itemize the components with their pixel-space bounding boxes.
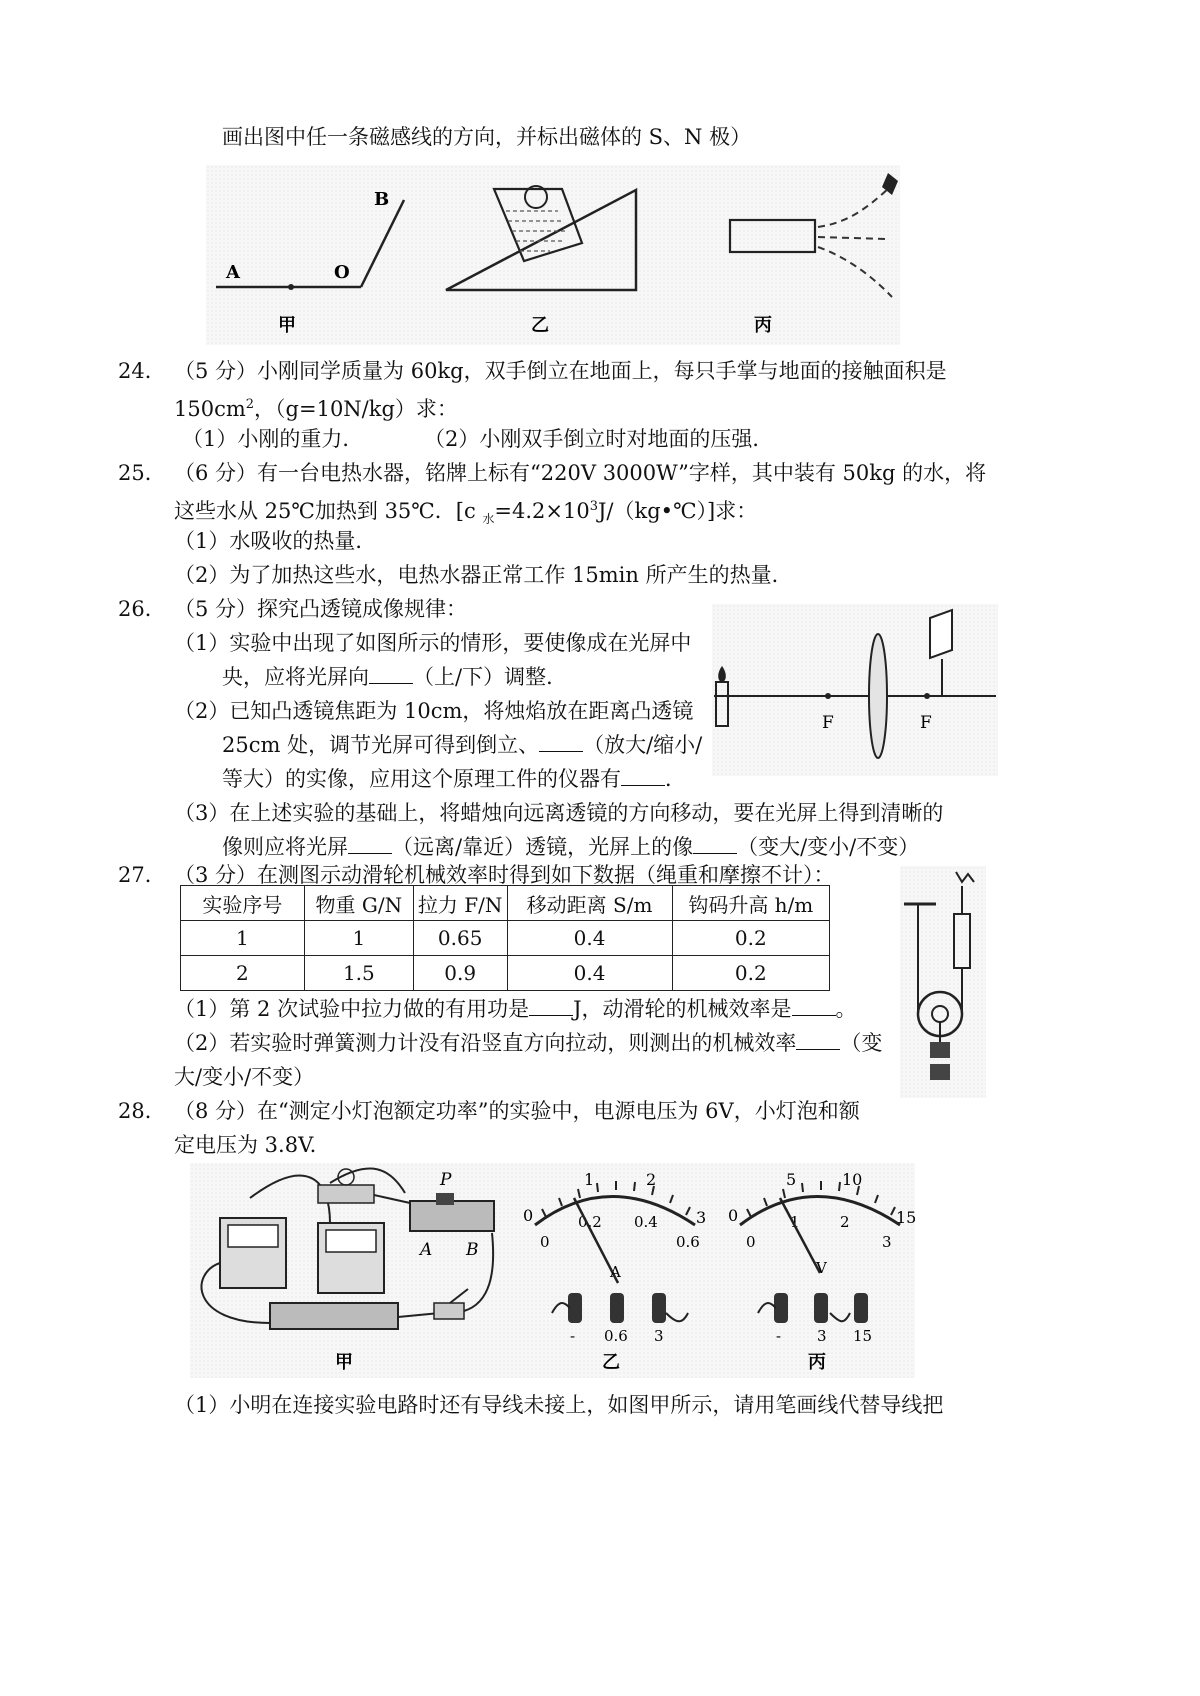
caption-yi: 乙 — [602, 1352, 620, 1373]
voltmeter-top-tick: 15 — [896, 1208, 915, 1227]
label-a: A — [226, 262, 240, 283]
table-cell: 0.4 — [507, 921, 672, 956]
table-row — [181, 956, 830, 991]
q24-sub1: （1）小刚的重力． — [182, 427, 364, 451]
q25-line1: （6 分）有一台电热水器，铭牌上标有“220V 3000W”字样，其中装有 50kg 的水，将 — [174, 461, 987, 485]
q27-number: 27． — [118, 863, 166, 887]
ammeter-top-tick: 3 — [696, 1208, 707, 1227]
answer-blank[interactable] — [539, 733, 583, 752]
voltmeter-bottom-tick: 3 — [882, 1233, 892, 1251]
terminal-icon — [814, 1293, 828, 1323]
figure-jia-rays — [216, 189, 404, 336]
q25-sub2: （2）为了加热这些水，电热水器正常工作 15min 所产生的热量． — [174, 563, 793, 587]
spring-scale — [954, 914, 970, 968]
focus-label-left: F — [822, 713, 834, 733]
label-b: B — [374, 189, 390, 210]
q26-p2b: 25cm 处，调节光屏可得到倒立、 （放大/缩小/ — [222, 733, 703, 757]
q26-p3a: （3）在上述实验的基础上，将蜡烛向远离透镜的方向移动，要在光屏上得到清晰的 — [174, 801, 944, 825]
terminal-icon — [774, 1293, 788, 1323]
data-table — [180, 885, 830, 991]
pulley-figure-svg — [900, 866, 986, 1098]
circuit-jia — [202, 1169, 494, 1373]
q27-title: （3 分）在测图示动滑轮机械效率时得到如下数据（绳重和摩擦不计）： — [174, 863, 835, 887]
answer-blank[interactable] — [369, 665, 413, 684]
weight-block — [930, 1042, 950, 1058]
ammeter-top-tick: 1 — [584, 1170, 595, 1189]
voltmeter-bottom-tick: 2 — [840, 1213, 850, 1231]
label-o: O — [334, 262, 350, 283]
lens-figure-svg — [712, 604, 998, 776]
caption-yi: 乙 — [531, 315, 549, 336]
table-header: 钩码升高 h/m — [672, 886, 829, 921]
answer-blank[interactable] — [693, 835, 737, 854]
rheostat-label-a: A — [420, 1240, 433, 1260]
table-header-row — [181, 886, 830, 921]
ammeter-bottom-tick: 0.2 — [578, 1213, 602, 1231]
answer-blank[interactable] — [348, 835, 392, 854]
pulley-figure — [900, 866, 986, 1098]
figure-1-svg — [206, 165, 900, 345]
ammeter-terminal-label: 3 — [654, 1327, 664, 1345]
rheostat-icon — [410, 1201, 494, 1231]
circuit-figure-svg — [190, 1163, 915, 1378]
weight-block — [930, 1064, 950, 1080]
q28-sub1: （1）小明在连接实验电路时还有导线未接上，如图甲所示，请用笔画线代替导线把 — [174, 1393, 944, 1417]
table-cell: 1.5 — [304, 956, 413, 991]
q26-number: 26． — [118, 597, 166, 621]
q28-number: 28． — [118, 1099, 166, 1123]
figure-yi-incline — [446, 186, 636, 336]
terminal-icon — [652, 1293, 666, 1323]
table-cell: 0.2 — [672, 956, 829, 991]
q25-line2: 这些水从 25℃加热到 35℃．[c $_水=4.2\times 10^3J/(kg•℃)$]求： — [174, 499, 758, 527]
table-cell: 0.2 — [672, 921, 829, 956]
q28-line1: （8 分）在“测定小灯泡额定功率”的实验中，电源电压为 6V，小灯泡和额 — [174, 1099, 860, 1123]
figure-bing-magnet — [730, 173, 898, 336]
ammeter-bottom-tick: 0 — [540, 1233, 550, 1251]
q26-p1b: 央，应将光屏向 （上/下）调整． — [222, 665, 568, 689]
q24-line1: （5 分）小刚同学质量为 60kg，双手倒立在地面上，每只手掌与地面的接触面积是 — [174, 359, 947, 383]
answer-blank[interactable] — [621, 767, 665, 786]
q26-p1a: （1）实验中出现了如图所示的情形，要使像成在光屏中 — [174, 631, 692, 655]
table-header: 拉力 F/N — [413, 886, 507, 921]
q26-p2d: 等大）的实像，应用这个原理工件的仪器有 ． — [222, 767, 686, 791]
table-header: 物重 G/N — [304, 886, 413, 921]
answer-blank[interactable] — [792, 997, 836, 1016]
ammeter-unit: A — [610, 1263, 621, 1281]
table-header: 实验序号 — [181, 886, 305, 921]
light-screen — [930, 610, 952, 658]
q27-p2: （2）若实验时弹簧测力计没有沿竖直方向拉动，则测出的机械效率 （变 — [174, 1031, 883, 1055]
intro-line: 画出图中任一条磁感线的方向，并标出磁体的 S、N 极） — [222, 125, 752, 149]
switch-icon — [434, 1303, 464, 1319]
q27-p1: （1）第 2 次试验中拉力做的有用功是 J，动滑轮的机械效率是 。 — [174, 997, 857, 1021]
q25-number: 25． — [118, 461, 166, 485]
voltmeter-dial — [728, 1170, 915, 1373]
voltmeter-top-tick: 5 — [786, 1170, 797, 1189]
voltmeter-bottom-tick: 0 — [746, 1233, 756, 1251]
ammeter-terminal-label: - — [570, 1327, 576, 1345]
table-cell: 1 — [304, 921, 413, 956]
q25-sub1: （1）水吸收的热量． — [174, 529, 377, 553]
flame-icon — [718, 666, 726, 682]
ammeter-dial — [523, 1170, 706, 1373]
q28-line2: 定电压为 3.8V. — [174, 1133, 317, 1157]
caption-jia: 甲 — [278, 315, 296, 336]
table-cell: 2 — [181, 956, 305, 991]
q24-number: 24． — [118, 359, 166, 383]
q24-sub2: （2）小刚双手倒立时对地面的压强． — [424, 427, 774, 451]
terminal-icon — [568, 1293, 582, 1323]
voltmeter-terminal-label: 15 — [853, 1327, 873, 1345]
q27-p3: 大/变小/不变） — [174, 1065, 315, 1089]
focus-label-right: F — [920, 713, 932, 733]
ammeter-top-tick: 0 — [523, 1206, 534, 1225]
answer-blank[interactable] — [796, 1031, 840, 1050]
table-cell: 0.65 — [413, 921, 507, 956]
rheostat-label-p: P — [440, 1170, 452, 1190]
voltmeter-bottom-tick: 1 — [790, 1213, 800, 1231]
q26-title: （5 分）探究凸透镜成像规律： — [174, 597, 468, 621]
ammeter-bottom-tick: 0.4 — [634, 1213, 658, 1231]
voltmeter-unit: V — [816, 1259, 827, 1277]
voltmeter-terminal-label: 3 — [817, 1327, 827, 1345]
rheostat-label-b: B — [466, 1240, 479, 1260]
ammeter-bottom-tick: 0.6 — [676, 1233, 700, 1251]
caption-jia: 甲 — [335, 1352, 353, 1373]
bulb-holder — [318, 1185, 374, 1203]
q26-p2a: （2）已知凸透镜焦距为 10cm，将烛焰放在距离凸透镜 — [174, 699, 694, 723]
voltmeter-terminal-label: - — [776, 1327, 782, 1345]
voltmeter-top-tick: 10 — [842, 1170, 863, 1189]
ammeter-top-tick: 2 — [646, 1170, 657, 1189]
voltmeter-needle — [780, 1198, 820, 1273]
voltmeter-top-tick: 0 — [728, 1206, 739, 1225]
terminal-icon — [610, 1293, 624, 1323]
circuit-figure — [190, 1163, 915, 1378]
lens-figure — [712, 604, 998, 776]
caption-bing: 丙 — [808, 1352, 826, 1373]
ammeter-terminal-label: 0.6 — [604, 1327, 628, 1345]
table-cell: 1 — [181, 921, 305, 956]
answer-blank[interactable] — [529, 997, 573, 1016]
battery-icon — [270, 1303, 398, 1329]
q24-line2: $150cm^2$，（g=10N/kg）求： — [174, 397, 458, 421]
hand-icon — [956, 872, 974, 882]
table-cell: 0.9 — [413, 956, 507, 991]
q26-p3b: 像则应将光屏 （远离/靠近）透镜，光屏上的像 （变大/变小/不变） — [222, 835, 920, 859]
figure-group-1 — [206, 165, 900, 345]
table-header: 移动距离 S/m — [507, 886, 672, 921]
convex-lens — [869, 634, 887, 758]
candle-icon — [716, 682, 728, 726]
terminal-icon — [854, 1293, 868, 1323]
table-row — [181, 921, 830, 956]
table-cell: 0.4 — [507, 956, 672, 991]
caption-bing: 丙 — [754, 315, 772, 336]
